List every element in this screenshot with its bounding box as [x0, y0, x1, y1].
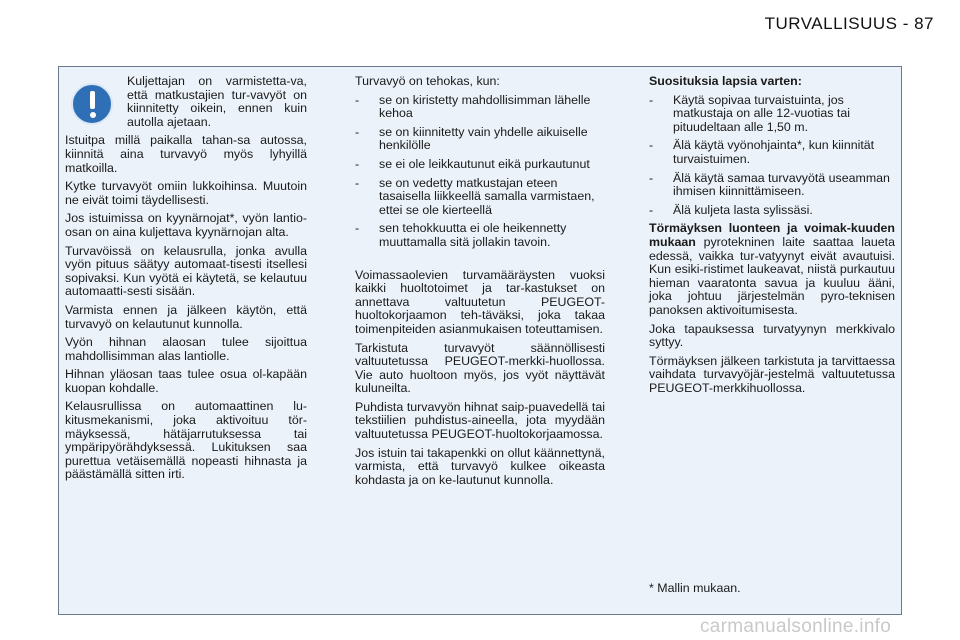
paragraph-rest: pyrotekninen laite saattaa laueta edessä, vaikka tur-vatyynyt eivät avautuisi. Kun esiki-ristimet laukeavat, niistä purkautuu hieman vaaratonta savua ja kuuluu ääni, joka johtuu järjestelmän pyro-teknisen panoksen aktivoitumisesta.: [649, 234, 895, 317]
bold-lead: Törmäyksen luonteen ja voimak-kuuden mukaan: [649, 221, 895, 249]
list-item: - se on kiinnitetty vain yhdelle aikuiselle henkilölle: [355, 126, 605, 153]
watermark: carmanualsonline.info: [700, 616, 892, 637]
footnote: * Mallin mukaan.: [649, 581, 741, 595]
list-item: - sen tehokkuutta ei ole heikennetty muuttamalla sitä jollakin tavoin.: [355, 222, 605, 249]
list-item: - Älä käytä vyönohjainta*, kun kiinnität turvaistuimen.: [649, 139, 895, 166]
column-left: [65, 75, 307, 487]
column-right: [649, 75, 895, 400]
paragraph: Jos istuimissa on kyynärnojat*, vyön lantio-osan on aina kuljettava kyynärnojan alta.: [65, 211, 307, 239]
paragraph: Puhdista turvavyön hihnat saip-puavedellä tai tekstiilien puhdistus-aineella, jota myydään valtuutetussa PEUGEOT-huoltokorjaamossa.: [355, 399, 605, 442]
list-item: - se ei ole leikkautunut eikä purkautunut: [355, 158, 605, 172]
paragraph: Hihnan yläosan taas tulee osua ol-kapään kuopan kohdalle.: [65, 367, 307, 395]
paragraph: [649, 222, 895, 317]
list-item: - se on vedetty matkustajan eteen tasaisella liikkeellä samalla varmistaen, ettei se ole kierteellä: [355, 177, 605, 218]
content-panel: [58, 66, 902, 615]
paragraph: Istuitpa millä paikalla tahan-sa autossa, kiinnitä aina turvavyö myös lyhyillä matkoilla.: [65, 133, 307, 175]
column-middle: [355, 75, 605, 492]
effectiveness-list: [355, 94, 605, 250]
list-intro: Turvavyö on tehokas, kun:: [355, 74, 500, 88]
paragraph: Vyön hihnan alaosan tulee sijoittua mahdollisimman alas lantiolle.: [65, 335, 307, 363]
exclamation-icon: [71, 83, 113, 125]
list-item: - Älä käytä samaa turvavyötä useamman ihmisen kiinnittämiseen.: [649, 172, 895, 199]
paragraph: Tarkistuta turvavyöt säännöllisesti valtuutetussa PEUGEOT-merkki-huollossa. Vie auto huoltoon myös, jos vyöt näyttävät kuluneilta.: [355, 340, 605, 396]
children-recommendations-list: [649, 94, 895, 218]
paragraph: Voimassaolevien turvamääräysten vuoksi kaikki huoltotoimet ja tar-kastukset on annettava valtuutetun PEUGEOT-huoltokorjaamon teh-täväksi, joka takaa toimenpiteiden asianmukaisen toteuttamisen.: [355, 267, 605, 336]
paragraph: Törmäyksen jälkeen tarkistuta ja tarvittaessa vaihdata turvavyöjär-jestelmä valtuutetussa PEUGEOT-merkkihuollossa.: [649, 353, 895, 395]
section-heading: Suosituksia lapsia varten:: [649, 74, 802, 88]
list-item: - Älä kuljeta lasta sylissäsi.: [649, 204, 895, 218]
list-item: - Käytä sopivaa turvaistuinta, jos matkustaja on alle 12-vuotias tai pituudeltaan alle 1,50 m.: [649, 94, 895, 135]
paragraph: Jos istuin tai takapenkki on ollut käännettynä, varmista, että turvavyö kulkee oikeasta kohdasta ja on ke-lautunut kunnolla.: [355, 445, 605, 487]
paragraph: Turvavöissä on kelausrulla, jonka avulla vyön pituus säätyy automaat-tisesti itsellesi sopivaksi. Kun vyötä ei käytetä, se kelautuu automaatti-sesti sisään.: [65, 243, 307, 299]
paragraph: Kelausrullissa on automaattinen lu-kitusmekanismi, joka aktivoituu tör-mäyksessä, hätäjarrutuksessa tai ympäripyörähdyksessä. Lukituksen saa purettua vetäisemällä nopeasti hihnasta ja päästämällä sitten irti.: [65, 399, 307, 482]
paragraph: Joka tapauksessa turvatyynyn merkkivalo syttyy.: [649, 321, 895, 350]
paragraph: Varmista ennen ja jälkeen käytön, että turvavyö on kelautunut kunnolla.: [65, 302, 307, 331]
paragraph: Kytke turvavyöt omiin lukkoihinsa. Muutoin ne eivät toimi täydellisesti.: [65, 179, 307, 207]
page-title: TURVALLISUUS - 87: [764, 14, 934, 33]
paragraph: Kuljettajan on varmistetta-va, että matkustajien tur-vavyöt on kiinnitetty oikein, ennen kuin autolla ajetaan.: [127, 74, 307, 129]
list-item: - se on kiristetty mahdollisimman lähelle kehoa: [355, 94, 605, 121]
